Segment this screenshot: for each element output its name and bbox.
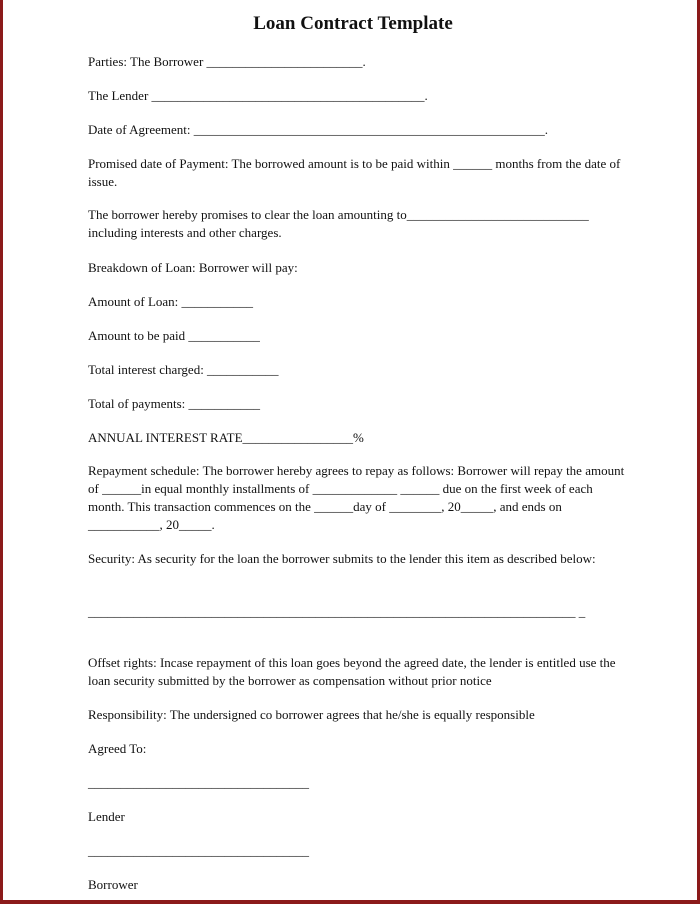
lender-signature-line: __________________________________ <box>88 775 309 790</box>
borrower-signature-line: __________________________________ <box>88 843 309 858</box>
security-paragraph: Security: As security for the loan the borrower submits to the lender this item as described below: <box>88 551 596 566</box>
responsibility-paragraph: Responsibility: The undersigned co borrower agrees that he/she is equally responsible <box>88 707 535 722</box>
lender-line: The Lender __________________________________________. <box>88 88 428 103</box>
loan-amount-paragraph: The borrower hereby promises to clear the loan amounting to____________________________ including interests and other charges. <box>88 207 593 240</box>
promised-payment-paragraph: Promised date of Payment: The borrowed amount is to be paid within ______ months from the date of issue. <box>88 156 624 189</box>
repayment-schedule-paragraph: Repayment schedule: The borrower hereby agrees to repay as follows: Borrower will repay the amount of ______in equal monthly installments of _____________ ______ due on the first week of each month. This transaction commences on the ______day of ________, 20_____, and ends on ___________, 20_____. <box>88 463 628 532</box>
page-title: Loan Contract Template <box>253 13 453 34</box>
lender-label: Lender <box>88 809 125 824</box>
total-payments-line: Total of payments: ___________ <box>88 396 261 411</box>
offset-rights-paragraph: Offset rights: Incase repayment of this loan goes beyond the agreed date, the lender is entitled use the loan security submitted by the borrower as compensation without prior notice <box>88 655 619 688</box>
security-description-line: ___________________________________________________________________________ _ <box>88 604 586 619</box>
amount-to-be-paid-line: Amount to be paid ___________ <box>88 328 260 343</box>
borrower-label: Borrower <box>88 877 138 892</box>
agreed-to-label: Agreed To: <box>88 741 147 756</box>
parties-borrower-line: Parties: The Borrower ________________________. <box>88 54 366 69</box>
annual-interest-rate-line: ANNUAL INTEREST RATE_________________% <box>88 430 364 445</box>
date-of-agreement-line: Date of Agreement: ______________________________________________________. <box>88 122 549 137</box>
total-interest-line: Total interest charged: ___________ <box>88 362 279 377</box>
amount-of-loan-line: Amount of Loan: ___________ <box>88 294 254 309</box>
breakdown-heading: Breakdown of Loan: Borrower will pay: <box>88 260 298 275</box>
